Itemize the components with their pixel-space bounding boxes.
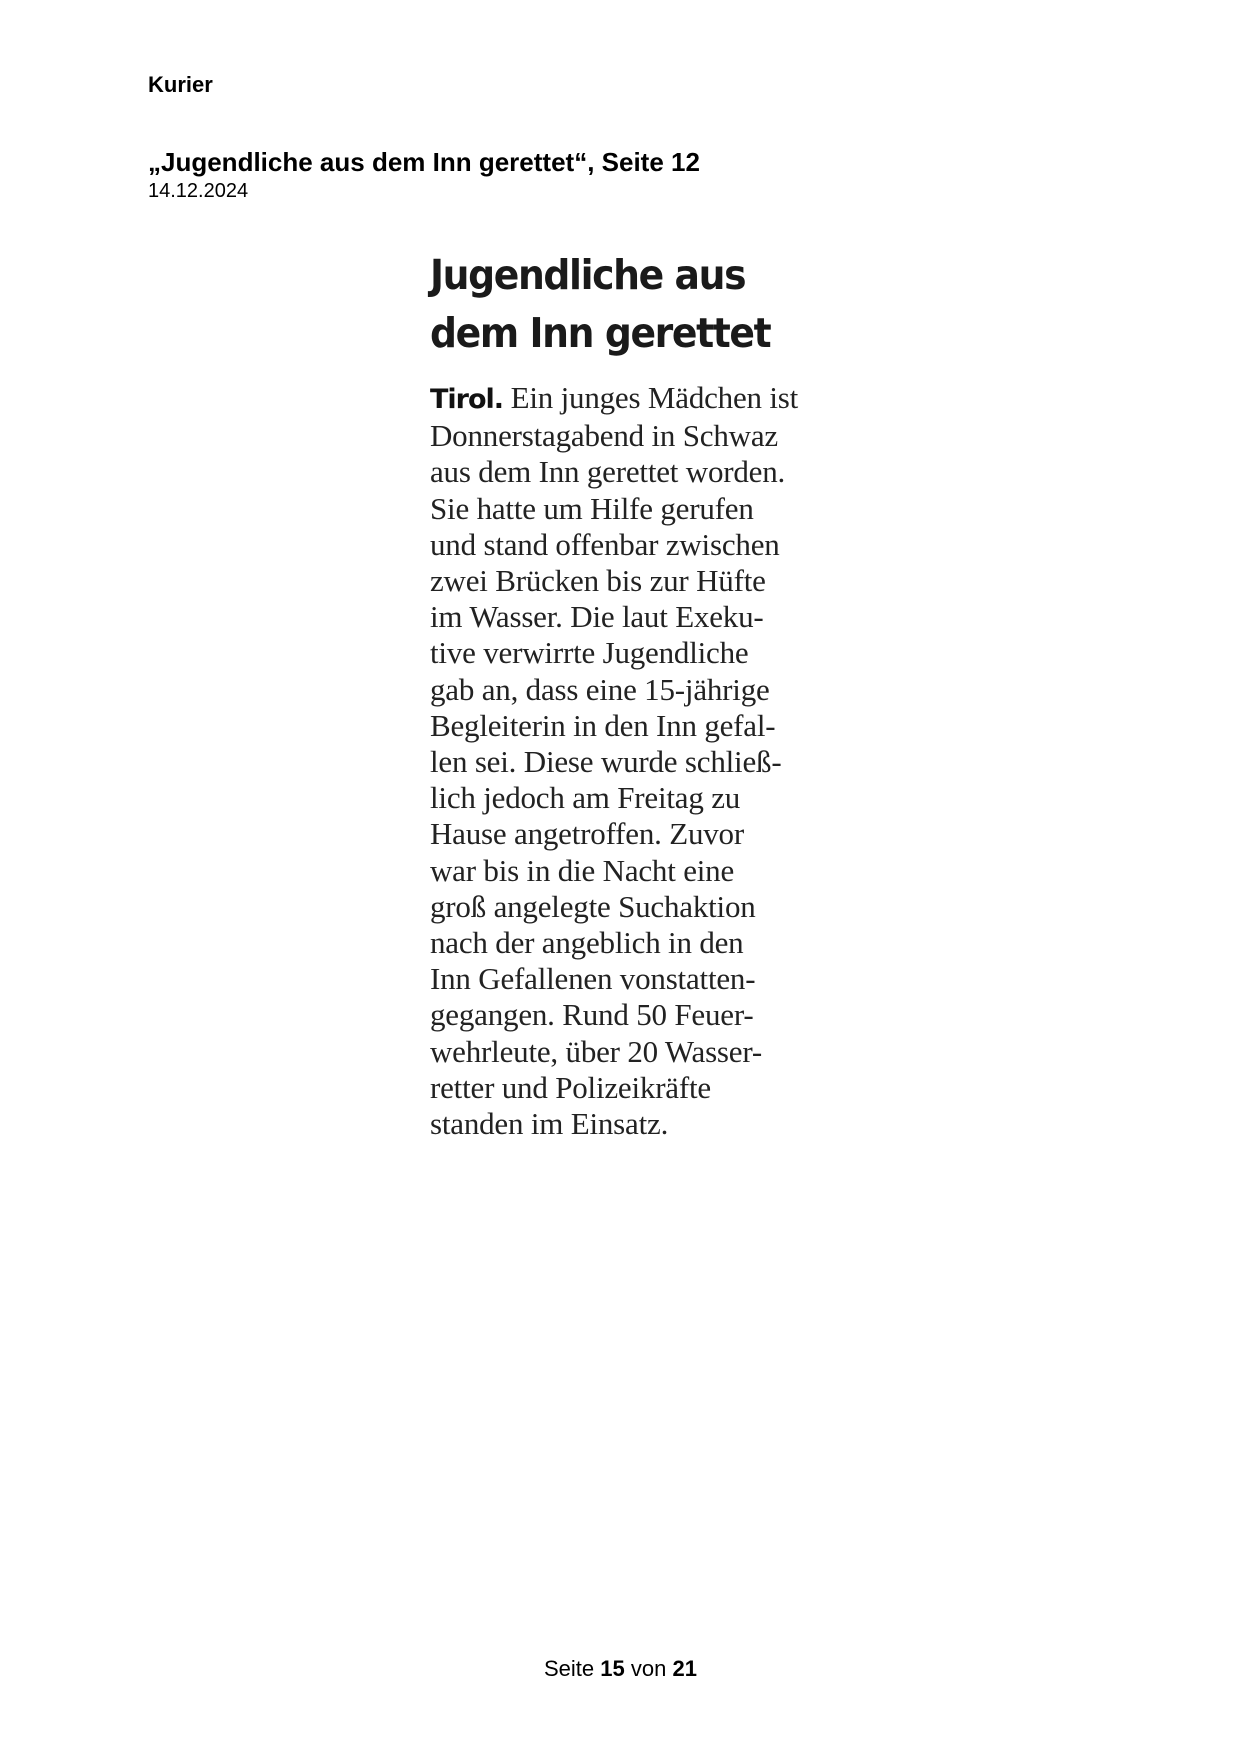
body-line: retter und Polizeikräfte: [430, 1069, 711, 1105]
body-line: [430, 380, 840, 418]
body-line: im Wasser. Die laut Exeku-: [430, 599, 764, 635]
headline-line: dem Inn gerettet: [430, 309, 771, 357]
clip-date: 14.12.2024: [148, 180, 249, 202]
body-line: Hause angetroffen. Zuvor: [430, 816, 744, 852]
footer-page-total: 21: [672, 1656, 697, 1681]
body-line: groß angelegte Suchaktion: [430, 888, 756, 924]
page-footer: [0, 1656, 1241, 1682]
footer-middle: von: [630, 1656, 667, 1681]
article-headline: [430, 246, 807, 362]
body-line: war bis in die Nacht eine: [430, 852, 735, 888]
body-line: standen im Einsatz.: [430, 1106, 669, 1142]
article-kicker: Tirol.: [430, 384, 504, 415]
publication-name: Kurier: [148, 72, 213, 97]
body-line: und stand offenbar zwischen: [430, 526, 780, 562]
headline-line: Jugendliche aus: [430, 251, 746, 299]
body-line: gegangen. Rund 50 Feuer-: [430, 997, 754, 1033]
body-line: Begleiterin in den Inn gefal-: [430, 707, 776, 743]
body-line: tive verwirrte Jugendliche: [430, 635, 749, 671]
clip-title: „Jugendliche aus dem Inn gerettet“, Seite 12: [148, 147, 700, 177]
body-line: Donnerstagabend in Schwaz: [430, 418, 778, 454]
body-line: Inn Gefallenen vonstatten-: [430, 961, 756, 997]
body-line: Sie hatte um Hilfe gerufen: [430, 490, 754, 526]
body-line: wehrleute, über 20 Wasser-: [430, 1033, 762, 1069]
article-clipping: [430, 246, 840, 1142]
footer-prefix: Seite: [544, 1656, 595, 1681]
body-line: aus dem Inn gerettet worden.: [430, 454, 786, 490]
body-line: nach der angeblich in den: [430, 925, 744, 961]
body-line: lich jedoch am Freitag zu: [430, 780, 741, 816]
body-line: zwei Brücken bis zur Hüfte: [430, 563, 766, 599]
article-body: [430, 380, 840, 1142]
body-line-text: Ein junges Mädchen ist: [503, 380, 799, 415]
body-line: len sei. Diese wurde schließ-: [430, 744, 782, 780]
footer-page-number: 15: [600, 1656, 625, 1681]
body-line: gab an, dass eine 15-jährige: [430, 671, 770, 707]
